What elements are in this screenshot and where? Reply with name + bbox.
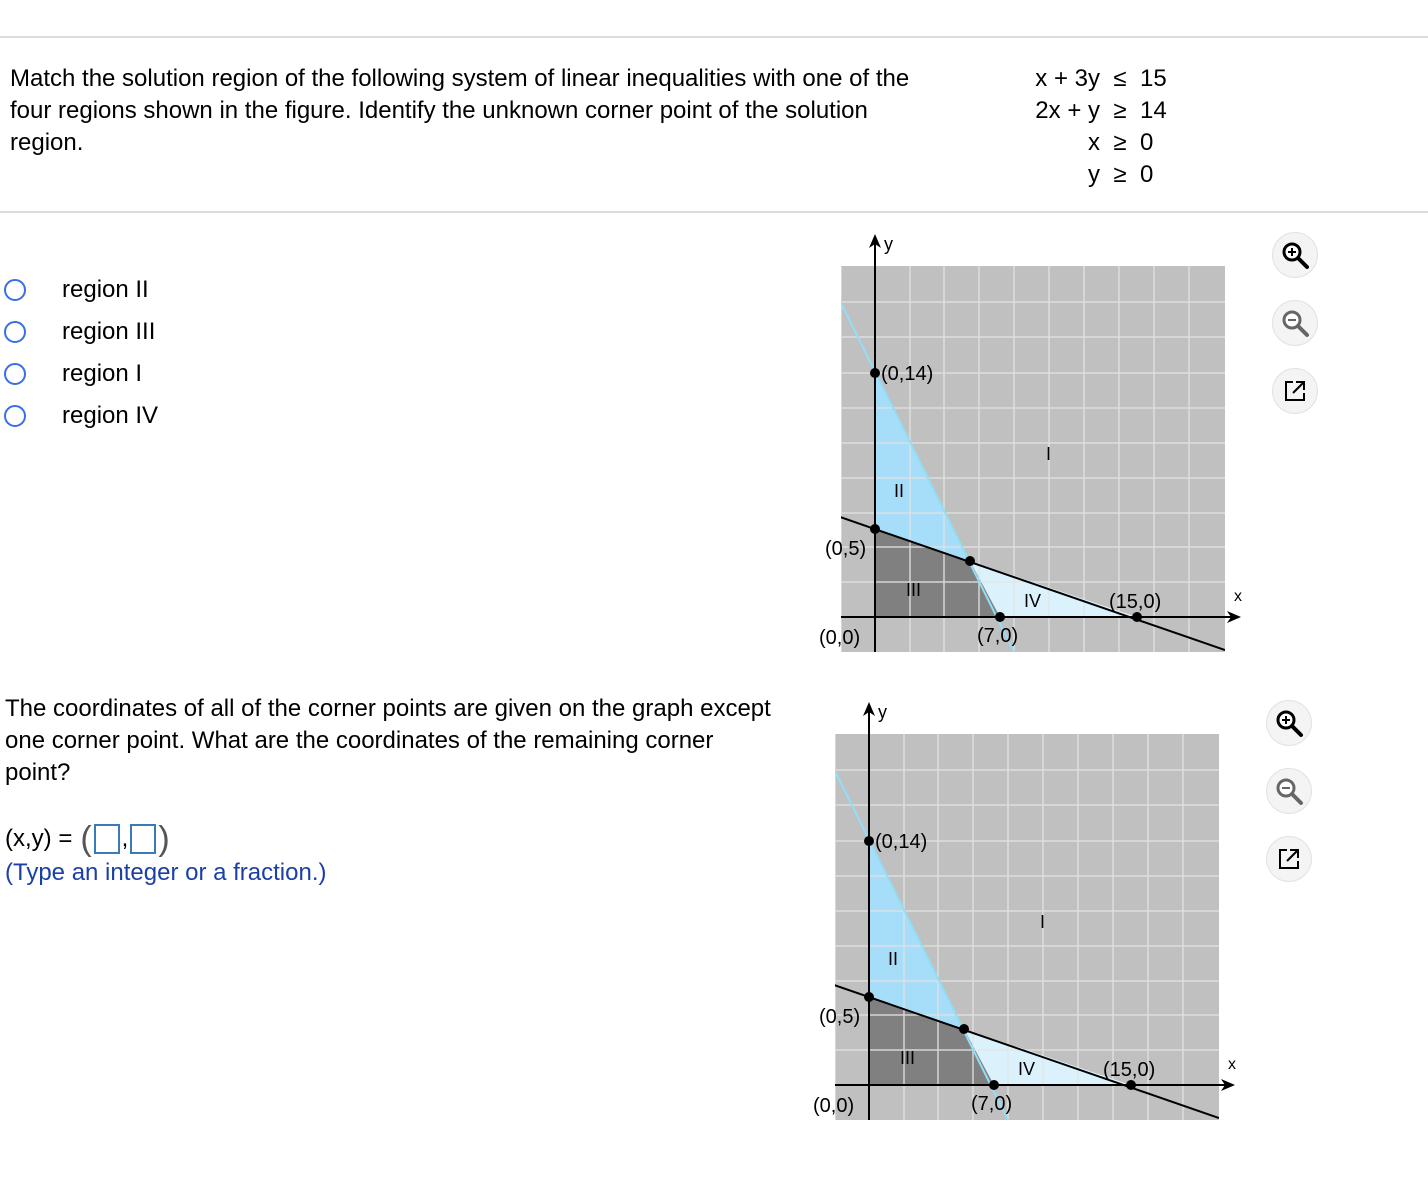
zoom-in-button[interactable] bbox=[1266, 700, 1312, 746]
label-0-5: (0,5) bbox=[819, 1006, 861, 1028]
point-15-0 bbox=[1132, 612, 1142, 622]
inequality-3: x ≥ 0 bbox=[1088, 129, 1154, 156]
popout-button[interactable] bbox=[1272, 368, 1318, 414]
point-7-0 bbox=[989, 1080, 999, 1090]
region-graph-1 bbox=[810, 228, 1240, 668]
label-0-14: (0,14) bbox=[881, 363, 934, 385]
inequality-system bbox=[1000, 63, 1167, 191]
zoom-out-icon bbox=[1280, 308, 1310, 338]
popout-button[interactable] bbox=[1266, 836, 1312, 882]
point-7-0 bbox=[995, 612, 1005, 622]
question-text: Match the solution region of the following system of linear inequalities with one of the four regions shown in the figure. Identify the unknown corner point of the solution region. bbox=[10, 65, 910, 156]
graph-1-tools bbox=[1272, 232, 1322, 436]
label-0-5: (0,5) bbox=[825, 538, 867, 560]
x-axis-label: x bbox=[1234, 588, 1242, 605]
label-7-0: (7,0) bbox=[971, 1093, 1013, 1115]
question-divider bbox=[0, 211, 1428, 213]
label-0-0: (0,0) bbox=[819, 627, 861, 649]
zoom-out-icon bbox=[1274, 776, 1304, 806]
answer-row bbox=[5, 820, 170, 858]
label-region-ii: II bbox=[894, 481, 905, 501]
point-15-0 bbox=[1126, 1080, 1136, 1090]
point-0-5 bbox=[864, 992, 874, 1002]
label-region-iii: III bbox=[900, 1048, 916, 1068]
label-7-0: (7,0) bbox=[977, 625, 1019, 647]
option-region-ii[interactable] bbox=[4, 269, 158, 311]
point-0-14 bbox=[870, 368, 880, 378]
answer-hint: (Type an integer or a fraction.) bbox=[5, 859, 327, 886]
label-region-i: I bbox=[1046, 444, 1052, 464]
x-coordinate-input[interactable] bbox=[94, 824, 120, 854]
label-region-ii: II bbox=[888, 949, 899, 969]
answer-options bbox=[4, 269, 158, 437]
inequality-4: y ≥ 0 bbox=[1088, 161, 1154, 188]
point-0-5 bbox=[870, 524, 880, 534]
label-region-iv: IV bbox=[1018, 1059, 1036, 1079]
radio-button[interactable] bbox=[4, 363, 26, 385]
option-region-iii[interactable] bbox=[4, 311, 158, 353]
answer-label: (x,y) = bbox=[5, 825, 73, 852]
radio-button[interactable] bbox=[4, 405, 26, 427]
option-label: region I bbox=[62, 360, 143, 387]
close-paren: ) bbox=[158, 820, 170, 858]
option-region-i[interactable] bbox=[4, 353, 158, 395]
zoom-in-icon bbox=[1274, 708, 1304, 738]
label-15-0: (15,0) bbox=[1103, 1059, 1156, 1081]
label-region-iii: III bbox=[906, 580, 922, 600]
inequality-1: x + 3y ≤ 15 bbox=[1035, 65, 1167, 92]
open-paren: ( bbox=[80, 820, 92, 858]
y-axis-label: y bbox=[878, 702, 887, 722]
y-axis-label: y bbox=[884, 234, 893, 254]
region-graph-2 bbox=[804, 696, 1234, 1136]
option-region-iv[interactable] bbox=[4, 395, 158, 437]
point-unknown bbox=[965, 556, 975, 566]
point-unknown bbox=[959, 1024, 969, 1034]
option-label: region II bbox=[62, 276, 149, 303]
inequality-2: 2x + y ≥ 14 bbox=[1035, 97, 1167, 124]
followup-question: The coordinates of all of the corner points are given on the graph except one corner point. What are the coordinates of the remaining corner point? bbox=[5, 695, 771, 786]
point-0-14 bbox=[864, 836, 874, 846]
zoom-in-button[interactable] bbox=[1272, 232, 1318, 278]
label-region-i: I bbox=[1040, 912, 1046, 932]
zoom-out-button[interactable] bbox=[1266, 768, 1312, 814]
label-region-iv: IV bbox=[1024, 591, 1042, 611]
graph-2-tools bbox=[1266, 700, 1316, 904]
region-graph-svg bbox=[810, 228, 1240, 668]
top-divider bbox=[0, 36, 1428, 38]
x-axis-label: x bbox=[1228, 1056, 1236, 1073]
radio-button[interactable] bbox=[4, 321, 26, 343]
label-0-14: (0,14) bbox=[875, 831, 928, 853]
zoom-out-button[interactable] bbox=[1272, 300, 1318, 346]
popout-icon bbox=[1276, 846, 1302, 872]
option-label: region IV bbox=[62, 402, 159, 429]
radio-button[interactable] bbox=[4, 279, 26, 301]
comma-separator: , bbox=[121, 825, 129, 852]
y-coordinate-input[interactable] bbox=[130, 824, 156, 854]
label-0-0: (0,0) bbox=[813, 1095, 855, 1117]
option-label: region III bbox=[62, 318, 156, 345]
popout-icon bbox=[1282, 378, 1308, 404]
region-graph-svg bbox=[804, 696, 1234, 1136]
label-15-0: (15,0) bbox=[1109, 591, 1162, 613]
zoom-in-icon bbox=[1280, 240, 1310, 270]
